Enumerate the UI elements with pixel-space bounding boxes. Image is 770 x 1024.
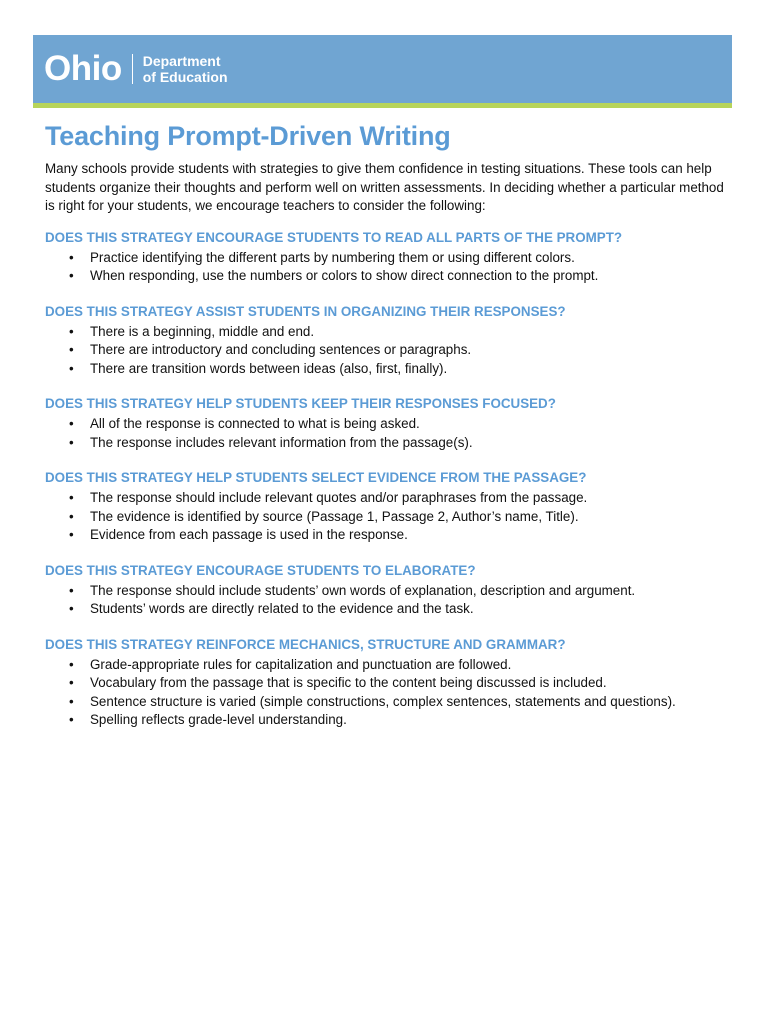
list-item <box>45 711 725 730</box>
list-item <box>45 267 725 286</box>
bullet-list <box>45 415 725 452</box>
list-item <box>45 360 725 379</box>
list-item-text: There are introductory and concluding sentences or paragraphs. <box>90 342 472 357</box>
section-2 <box>45 303 725 379</box>
list-item <box>45 434 725 453</box>
list-item-text: There is a beginning, middle and end. <box>90 323 315 339</box>
page-title: Teaching Prompt-Driven Writing <box>45 121 451 151</box>
section-heading: DOES THIS STRATEGY HELP STUDENTS KEEP THEIR RESPONSES FOCUSED? <box>45 396 556 411</box>
list-item-text: There are transition words between ideas (also, first, finally). <box>90 360 448 376</box>
list-item-text: Vocabulary from the passage that is specific to the content being discussed is included. <box>90 675 607 690</box>
list-item <box>45 341 725 360</box>
list-item <box>45 674 725 693</box>
bullet-icon: • <box>69 268 74 283</box>
list-item <box>45 693 725 712</box>
list-item <box>45 323 725 342</box>
bullet-list <box>45 323 725 379</box>
section-heading: DOES THIS STRATEGY REINFORCE MECHANICS, STRUCTURE AND GRAMMAR? <box>45 636 566 652</box>
list-item <box>45 508 725 527</box>
bullet-icon: • <box>69 656 74 672</box>
ohio-department-of-education-logo <box>44 50 228 88</box>
bullet-icon: • <box>69 323 74 339</box>
intro-paragraph: Many schools provide students with strategies to give them confidence in testing situations. These tools can help students organize their thoughts and perform well on written assessments. In deciding whether a particular method is right for your students, we encourage teachers to consider the following: <box>45 161 724 213</box>
logo-divider <box>132 54 133 84</box>
list-item <box>45 582 725 601</box>
logo-dept-line1: Department <box>142 53 221 69</box>
section-6 <box>45 636 725 730</box>
bullet-icon: • <box>69 490 74 505</box>
list-item-text: Spelling reflects grade-level understanding. <box>90 712 347 727</box>
logo-department-text <box>143 53 228 85</box>
list-item <box>45 415 725 434</box>
bullet-list <box>45 489 725 545</box>
bullet-list <box>45 582 725 619</box>
list-item-text: Sentence structure is varied (simple constructions, complex sentences, statements and questions). <box>90 693 676 709</box>
bullet-icon: • <box>69 582 74 598</box>
bullet-icon: • <box>69 693 74 709</box>
list-item-text: The response should include relevant quotes and/or paraphrases from the passage. <box>90 490 588 505</box>
list-item-text: Grade-appropriate rules for capitalization and punctuation are followed. <box>90 656 512 672</box>
section-1 <box>45 229 725 286</box>
bullet-icon: • <box>69 416 74 431</box>
bullet-icon: • <box>69 342 74 357</box>
bullet-icon: • <box>69 249 74 265</box>
document-body <box>45 118 725 747</box>
bullet-icon: • <box>69 508 74 524</box>
section-4 <box>45 469 725 545</box>
section-3 <box>45 395 725 452</box>
bullet-icon: • <box>69 601 74 616</box>
list-item <box>45 600 725 619</box>
list-item-text: The response should include students’ own words of explanation, description and argument. <box>90 582 636 598</box>
list-item-text: Practice identifying the different parts by numbering them or using different colors. <box>90 249 575 265</box>
section-heading: DOES THIS STRATEGY HELP STUDENTS SELECT EVIDENCE FROM THE PASSAGE? <box>45 470 587 485</box>
bullet-icon: • <box>69 360 74 376</box>
list-item-text: All of the response is connected to what is being asked. <box>90 416 420 431</box>
header-accent-stripe <box>33 103 732 108</box>
bullet-icon: • <box>69 712 74 727</box>
section-heading: DOES THIS STRATEGY ASSIST STUDENTS IN ORGANIZING THEIR RESPONSES? <box>45 303 566 319</box>
list-item-text: Students’ words are directly related to the evidence and the task. <box>90 601 474 616</box>
bullet-list <box>45 249 725 286</box>
section-heading: DOES THIS STRATEGY ENCOURAGE STUDENTS TO READ ALL PARTS OF THE PROMPT? <box>45 229 623 245</box>
bullet-icon: • <box>69 434 74 450</box>
bullet-icon: • <box>69 527 74 542</box>
list-item-text: The response includes relevant information from the passage(s). <box>90 434 473 450</box>
section-heading: DOES THIS STRATEGY ENCOURAGE STUDENTS TO ELABORATE? <box>45 562 476 578</box>
logo-dept-line2: of Education <box>142 69 228 85</box>
bullet-icon: • <box>69 675 74 690</box>
list-item <box>45 489 725 508</box>
bullet-list <box>45 656 725 730</box>
list-item <box>45 526 725 545</box>
logo-wordmark: Ohio <box>44 49 122 88</box>
list-item-text: When responding, use the numbers or colors to show direct connection to the prompt. <box>90 268 599 283</box>
list-item-text: Evidence from each passage is used in the response. <box>90 527 408 542</box>
list-item <box>45 249 725 268</box>
list-item <box>45 656 725 675</box>
list-item-text: The evidence is identified by source (Passage 1, Passage 2, Author’s name, Title). <box>90 508 579 524</box>
section-5 <box>45 562 725 619</box>
